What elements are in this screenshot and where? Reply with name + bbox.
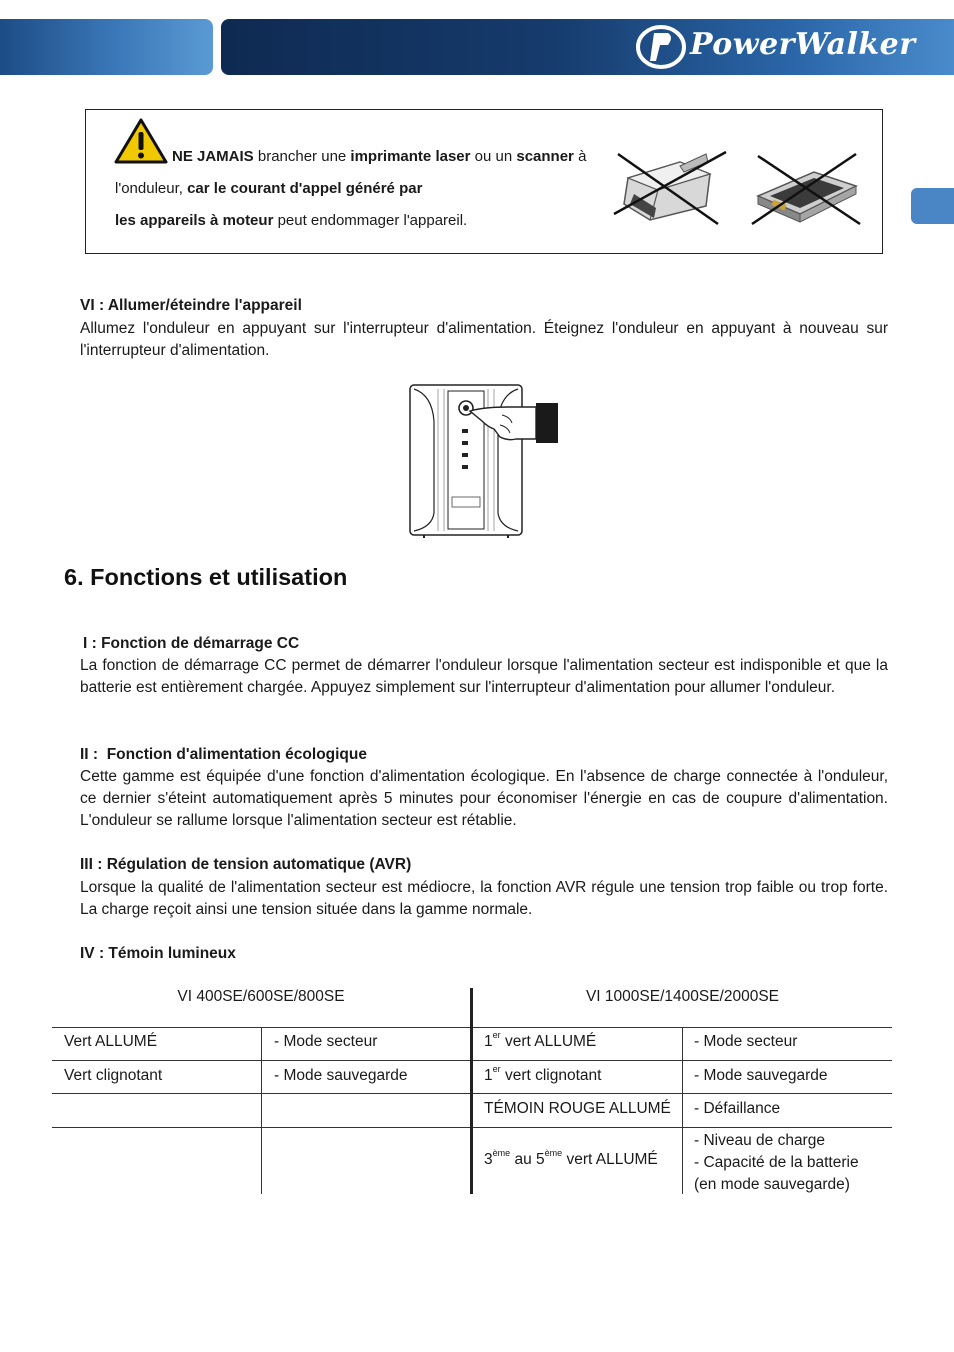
table-header-right: VI 1000SE/1400SE/2000SE	[585, 988, 780, 1005]
table-cell-line: - Niveau de charge	[694, 1132, 825, 1149]
powerwalker-logo-icon	[634, 23, 688, 71]
table-cell: Vert ALLUMÉ	[64, 1033, 158, 1050]
section-iii-body: Lorsque la qualité de l'alimentation secteur est médiocre, la fonction AVR régule une tension trop faible ou trop forte. La charge reçoit ainsi une tension située dans la gamme normale.	[80, 879, 888, 918]
table-cell: - Mode secteur	[274, 1033, 378, 1050]
led-indicator-table	[52, 980, 892, 1194]
chapter-title: 6. Fonctions et utilisation	[64, 564, 348, 590]
ups-power-button-illustration	[404, 381, 560, 538]
brand-name: PowerWalker	[690, 27, 916, 62]
section-ii-body: Cette gamme est équipée d'une fonction d'alimentation écologique. En l'absence de charge connectée à l'onduleur, ce dernier s'éteint automatiquement après 5 minutes pour économiser l'énergie en cas de coupure d'alimentation. L'onduleur se rallume lorsque l'alimentation secteur est rétablie.	[80, 768, 888, 829]
section-vi-title: VI : Allumer/éteindre l'appareil	[80, 297, 302, 314]
table-cell: Vert clignotant	[64, 1067, 163, 1084]
table-cell	[694, 1130, 859, 1196]
warning-line-2: l'onduleur, car le courant d'appel généré par	[115, 180, 423, 197]
table-header-left: VI 400SE/600SE/800SE	[177, 988, 345, 1005]
header-bar-left	[0, 19, 213, 75]
section-i-body: La fonction de démarrage CC permet de démarrer l'onduleur lorsque l'alimentation secteur est indisponible et que la batterie est entièrement chargée. Appuyez simplement sur l'interrupteur d'alimentation pour allumer l'onduleur.	[80, 657, 888, 696]
table-col-line	[682, 1027, 683, 1194]
section-iii-title: III : Régulation de tension automatique (AVR)	[80, 856, 412, 873]
warning-triangle-icon	[114, 118, 168, 164]
table-cell: 3ème au 5ème vert ALLUMÉ	[484, 1148, 658, 1168]
table-cell: 1er vert clignotant	[484, 1064, 602, 1084]
table-cell: - Mode secteur	[694, 1033, 798, 1050]
section-iv-title: IV : Témoin lumineux	[80, 945, 236, 962]
table-cell-line: - Capacité de la batterie	[694, 1154, 859, 1171]
table-cell: TÉMOIN ROUGE ALLUMÉ	[484, 1100, 671, 1117]
section-vi-body: Allumez l'onduleur en appuyant sur l'interrupteur d'alimentation. Éteignez l'onduleur en appuyant à nouveau sur l'interrupteur d'alimentation.	[80, 320, 888, 359]
warning-line-1: NE JAMAIS brancher une imprimante laser ou un scanner à	[172, 148, 587, 165]
warning-box	[85, 109, 883, 254]
table-cell: - Mode sauvegarde	[274, 1067, 408, 1084]
section-ii-title: II : Fonction d'alimentation écologique	[80, 746, 367, 763]
table-cell: 1er vert ALLUMÉ	[484, 1030, 597, 1050]
table-divider	[470, 988, 473, 1194]
brand-logo	[634, 23, 944, 71]
table-col-line	[261, 1027, 262, 1194]
side-tab-marker	[911, 188, 954, 224]
section-i-title: I : Fonction de démarrage CC	[83, 635, 300, 652]
warning-line-3: les appareils à moteur peut endommager l'appareil.	[115, 212, 468, 229]
laser-printer-crossed-icon	[610, 148, 730, 228]
scanner-crossed-icon	[748, 152, 864, 228]
table-cell-line: (en mode sauvegarde)	[694, 1176, 850, 1193]
table-cell: - Défaillance	[694, 1100, 781, 1117]
table-cell: - Mode sauvegarde	[694, 1067, 828, 1084]
